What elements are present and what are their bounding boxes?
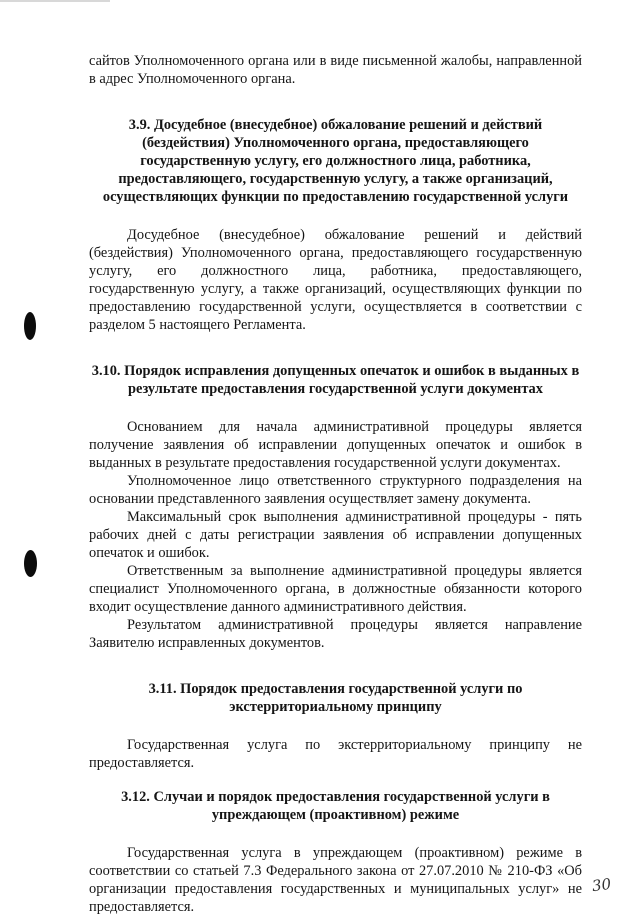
document-body — [89, 52, 582, 916]
section-heading-3-11: 3.11. Порядок предоставления государственной услуги по экстерриториальному принципу — [148, 681, 523, 715]
section-heading-3-9: 3.9. Досудебное (внесудебное) обжалование решений и действий (бездействия) Уполномоченного органа, предоставляющего государственную услугу, его должностного лица, работника, предоставляющего, государственную услугу, а также организаций, осуществляющих функции по предоставлению государственной услуги — [102, 117, 569, 205]
section-3-10-paragraph: Ответственным за выполнение административной процедуры является специалист Уполномоченного органа, в должностные обязанности которого входит осуществление данного административного действия. — [89, 563, 582, 615]
section-3-10-paragraph: Уполномоченное лицо ответственного структурного подразделения на основании представленного заявления осуществляет замену документа. — [89, 473, 582, 507]
scan-edge — [0, 0, 110, 2]
section-3-12-paragraph: Государственная услуга в упреждающем (проактивном) режиме в соответствии со статьей 7.3 Федерального закона от 27.07.2010 № 210-ФЗ «Об организации предоставления государственных и муниципальных услуг» не предоставляется. — [89, 845, 582, 915]
section-3-10-paragraph: Результатом административной процедуры является направление Заявителю исправленных документов. — [89, 617, 582, 651]
section-3-10-paragraph: Максимальный срок выполнения административной процедуры - пять рабочих дней с даты регистрации заявления об исправлении допущенных опечаток и ошибок. — [89, 509, 582, 561]
section-3-9-paragraph: Досудебное (внесудебное) обжалование решений и действий (бездействия) Уполномоченного органа, предоставляющего государственную услугу, его должностного лица, работника, предоставляющего, государственную услугу, а также организаций, осуществляющих функции по предоставлению государственной услуги, осуществляется в соответствии с разделом 5 настоящего Регламента. — [89, 227, 582, 333]
page-number: 30 — [590, 874, 613, 896]
section-heading-3-12: 3.12. Случаи и порядок предоставления государственной услуги в упреждающем (проактивном) режиме — [121, 789, 550, 823]
section-3-11-paragraph: Государственная услуга по экстерриториальному принципу не предоставляется. — [89, 737, 582, 771]
punch-hole-mark — [24, 312, 36, 340]
punch-hole-mark — [24, 550, 37, 577]
section-3-10-paragraph: Основанием для начала административной процедуры является получение заявления об исправлении допущенных опечаток и ошибок в выданных в результате предоставления государственной услуги документах. — [89, 419, 582, 471]
intro-paragraph: сайтов Уполномоченного органа или в виде письменной жалобы, направленной в адрес Уполномоченного органа. — [89, 53, 582, 87]
section-heading-3-10: 3.10. Порядок исправления допущенных опечаток и ошибок в выданных в результате предоставления государственной услуги документах — [91, 363, 580, 397]
